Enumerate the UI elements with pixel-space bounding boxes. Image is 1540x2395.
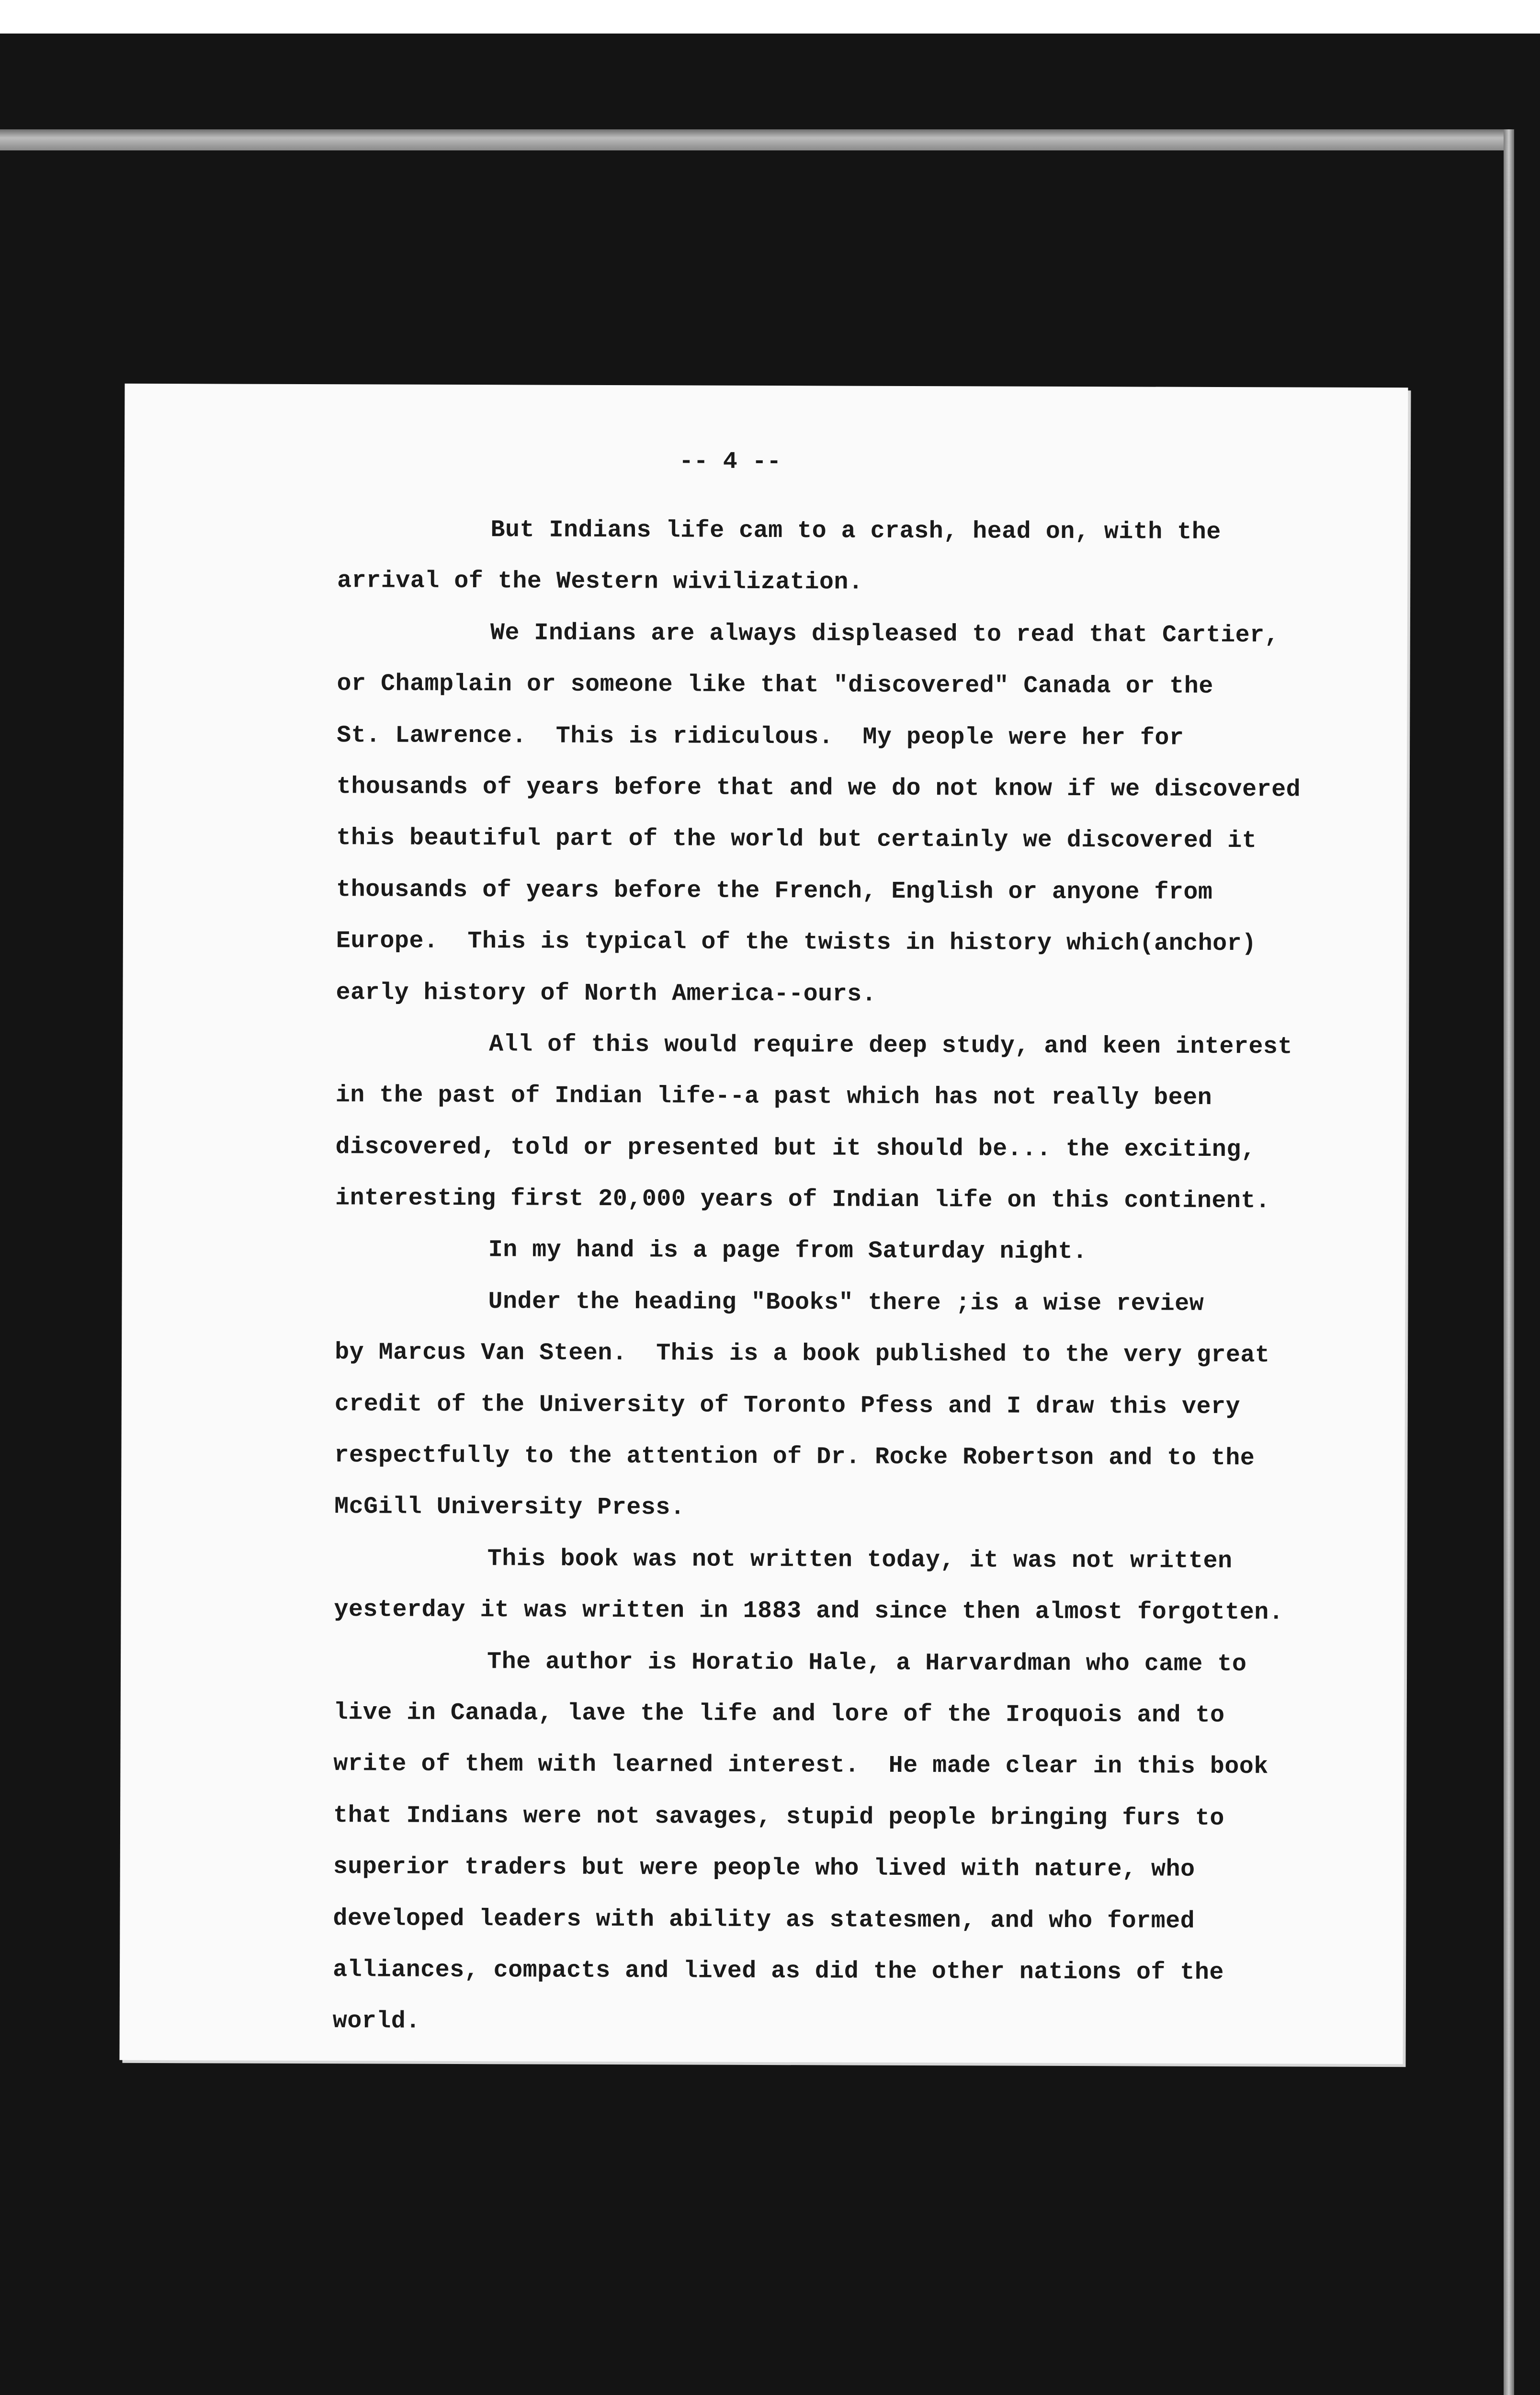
text-line: McGill University Press. <box>334 1493 685 1522</box>
text-line: Europe. This is typical of the twists in history which(anchor) <box>336 927 1257 958</box>
text-line: early history of North America--ours. <box>336 979 877 1008</box>
text-line: this beautiful part of the world but certainly we discovered it <box>336 824 1257 855</box>
text-line: world. <box>332 2007 420 2036</box>
text-line: discovered, told or presented but it should be... the exciting, <box>335 1133 1256 1163</box>
text-line: live in Canada, lave the life and lore of the Iroquois and to <box>333 1699 1225 1730</box>
text-line: This book was not written today, it was not written <box>487 1545 1233 1575</box>
typed-page <box>120 384 1408 2064</box>
text-line: developed leaders with ability as statesmen, and who formed <box>333 1905 1195 1935</box>
text-line: We Indians are always displeased to read that Cartier, <box>490 619 1280 650</box>
text-line: alliances, compacts and lived as did the other nations of the <box>333 1956 1224 1986</box>
text-line: thousands of years before the French, English or anyone from <box>336 876 1213 906</box>
text-line: thousands of years before that and we do not know if we discovered <box>336 773 1301 804</box>
text-line: write of them with learned interest. He made clear in this book <box>333 1750 1268 1781</box>
film-frame <box>0 34 1540 2395</box>
text-line: credit of the University of Toronto Pfess and I draw this very <box>334 1390 1241 1421</box>
page-number: -- 4 -- <box>679 448 781 476</box>
text-line: yesterday it was written in 1883 and since then almost forgotten. <box>334 1596 1284 1627</box>
text-line: superior traders but were people who lived with nature, who <box>333 1853 1195 1883</box>
text-line: arrival of the Western wivilization. <box>337 567 863 597</box>
film-top-edge <box>0 129 1508 150</box>
text-line: interesting first 20,000 years of Indian life on this continent. <box>335 1185 1270 1215</box>
page-body <box>333 437 1382 2051</box>
text-line: or Champlain or someone like that "discovered" Canada or the <box>337 670 1213 701</box>
text-line: In my hand is a page from Saturday night. <box>488 1236 1087 1266</box>
text-line: All of this would require deep study, and keen interest <box>489 1031 1293 1061</box>
text-line: in the past of Indian life--a past which has not really been <box>335 1082 1212 1112</box>
text-line: by Marcus Van Steen. This is a book published to the very great <box>335 1339 1270 1369</box>
text-line: Under the heading "Books" there ;is a wise review <box>488 1288 1204 1318</box>
text-line: The author is Horatio Hale, a Harvardman who came to <box>487 1648 1247 1678</box>
text-line: that Indians were not savages, stupid people bringing furs to <box>333 1802 1225 1832</box>
text-line: But Indians life cam to a crash, head on, with the <box>490 516 1221 546</box>
text-line: respectfully to the attention of Dr. Rocke Robertson and to the <box>334 1442 1255 1472</box>
film-right-edge <box>1504 129 1514 2395</box>
text-line: St. Lawrence. This is ridiculous. My people were her for <box>337 721 1184 752</box>
